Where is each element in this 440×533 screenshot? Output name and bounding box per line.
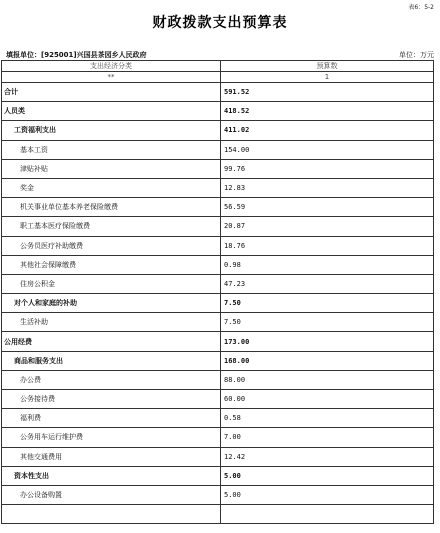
blank-cell [221, 505, 434, 524]
table-row [2, 447, 434, 466]
row-value: 173.00 [221, 332, 434, 351]
row-value: 88.00 [221, 370, 434, 389]
row-label: 公务用车运行维护费 [2, 428, 221, 447]
header-code-row [2, 72, 434, 83]
table-row [2, 351, 434, 370]
row-label: 公用经费 [2, 332, 221, 351]
row-value: 60.00 [221, 390, 434, 409]
row-value: 12.83 [221, 178, 434, 197]
row-label: 办公费 [2, 370, 221, 389]
row-label: 公务接待费 [2, 390, 221, 409]
table-row [2, 178, 434, 197]
row-value: 418.52 [221, 102, 434, 121]
table-row [2, 159, 434, 178]
table-row [2, 409, 434, 428]
header-row [2, 61, 434, 72]
row-value: 56.59 [221, 198, 434, 217]
table-row [2, 294, 434, 313]
row-value: 7.50 [221, 294, 434, 313]
row-label: 住房公积金 [2, 274, 221, 293]
row-label: 职工基本医疗保险缴费 [2, 217, 221, 236]
page-title: 财政拨款支出预算表 [152, 15, 288, 31]
row-label: 津贴补贴 [2, 159, 221, 178]
row-value: 7.50 [221, 313, 434, 332]
unit-label: 单位：万元 [399, 51, 434, 59]
row-value: 12.42 [221, 447, 434, 466]
row-label: 公务员医疗补助缴费 [2, 236, 221, 255]
row-label: 资本性支出 [2, 466, 221, 485]
row-value: 5.00 [221, 466, 434, 485]
row-label: 商品和服务支出 [2, 351, 221, 370]
row-value: 154.00 [221, 140, 434, 159]
filer-label: 填报单位：[925001]兴国县茶园乡人民政府 [6, 51, 147, 59]
form-number: 表6：5-2 [408, 4, 434, 11]
blank-cell [2, 505, 221, 524]
row-value: 0.58 [221, 409, 434, 428]
row-label: 福利费 [2, 409, 221, 428]
budget-table [1, 60, 434, 524]
table-row [2, 390, 434, 409]
row-label: 奖金 [2, 178, 221, 197]
table-row [2, 428, 434, 447]
row-label: 生活补助 [2, 313, 221, 332]
table-row [2, 121, 434, 140]
table-row [2, 83, 434, 102]
row-label: 机关事业单位基本养老保险缴费 [2, 198, 221, 217]
table-row [2, 274, 434, 293]
table-row [2, 313, 434, 332]
header-code-category: ** [2, 72, 221, 83]
row-value: 0.98 [221, 255, 434, 274]
header-amount: 预算数 [221, 61, 434, 72]
row-value: 7.00 [221, 428, 434, 447]
row-value: 411.02 [221, 121, 434, 140]
header-category: 支出经济分类 [2, 61, 221, 72]
table-row [2, 102, 434, 121]
row-value: 591.52 [221, 83, 434, 102]
row-value: 5.00 [221, 485, 434, 504]
row-value: 99.76 [221, 159, 434, 178]
row-label: 对个人和家庭的补助 [2, 294, 221, 313]
row-label: 基本工资 [2, 140, 221, 159]
row-value: 168.00 [221, 351, 434, 370]
row-value: 18.76 [221, 236, 434, 255]
table-row [2, 485, 434, 504]
table-row [2, 466, 434, 485]
row-label: 办公设备购置 [2, 485, 221, 504]
row-value: 20.87 [221, 217, 434, 236]
table-row [2, 140, 434, 159]
row-label: 其他社会保障缴费 [2, 255, 221, 274]
table-row [2, 217, 434, 236]
row-label: 人员类 [2, 102, 221, 121]
table-row [2, 198, 434, 217]
table-row [2, 332, 434, 351]
row-value: 47.23 [221, 274, 434, 293]
row-label: 其他交通费用 [2, 447, 221, 466]
table-row [2, 255, 434, 274]
row-label: 工资福利支出 [2, 121, 221, 140]
blank-row [2, 505, 434, 524]
unit-row [6, 50, 434, 60]
table-row [2, 370, 434, 389]
row-label: 合计 [2, 83, 221, 102]
table-row [2, 236, 434, 255]
header-code-amount: 1 [221, 72, 434, 83]
